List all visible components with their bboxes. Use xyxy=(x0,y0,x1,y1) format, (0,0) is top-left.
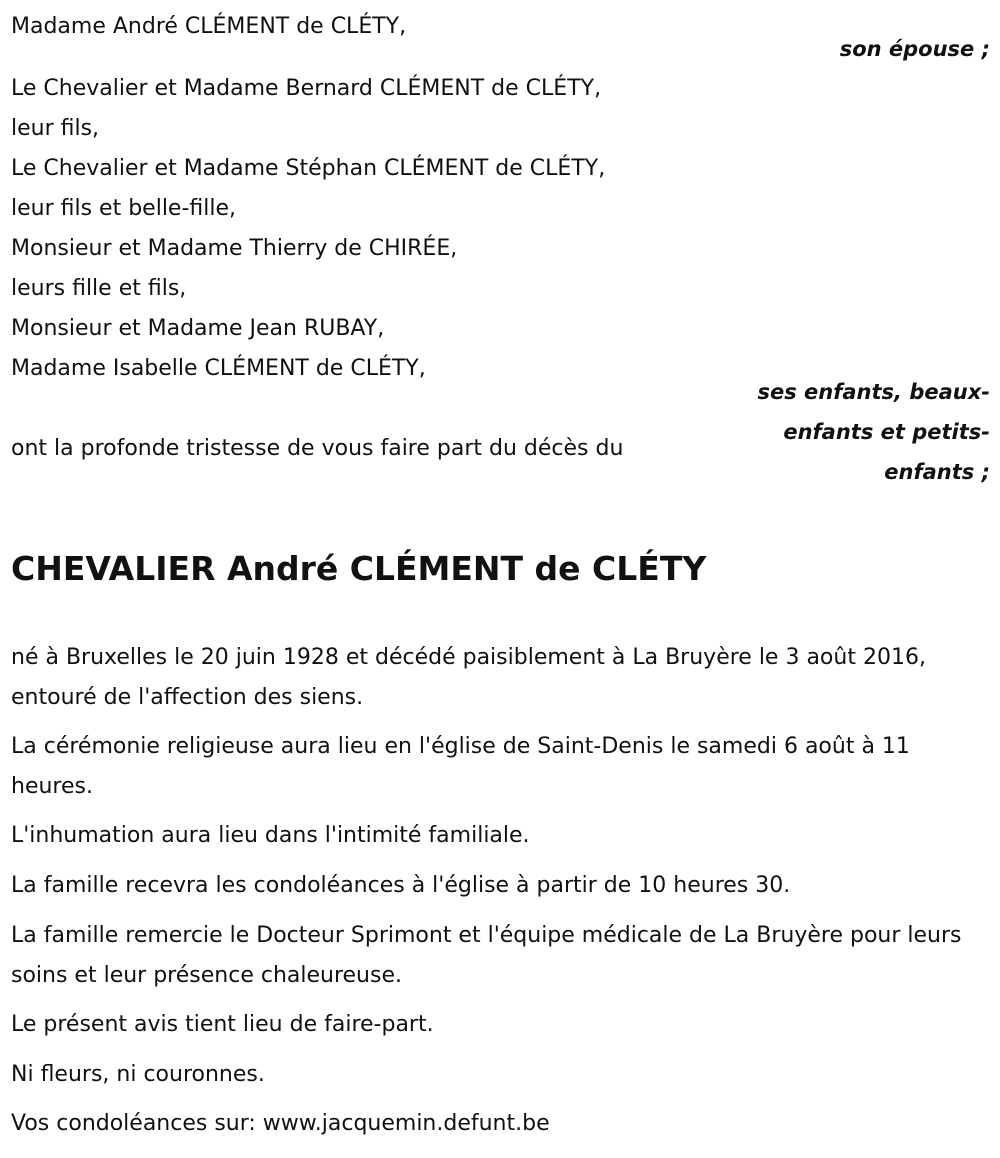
spouse-role: son épouse ; xyxy=(839,37,990,61)
thanks-paragraph: La famille remercie le Docteur Sprimont et l'équipe médicale de La Bruyère pour leurs soins et leur présence chaleureuse. xyxy=(11,923,962,988)
flowers-paragraph: Ni fleurs, ni couronnes. xyxy=(11,1062,265,1087)
deceased-name: CHEVALIER André CLÉMENT de CLÉTY xyxy=(11,549,707,588)
family-member-line: Monsieur et Madame Jean RUBAY, xyxy=(11,316,385,341)
family-relation-line: leurs fille et fils, xyxy=(11,276,187,301)
family-member-line: Le Chevalier et Madame Bernard CLÉMENT de CLÉTY, xyxy=(11,76,602,101)
announcement-text: ont la profonde tristesse de vous faire part du décès du xyxy=(11,436,624,461)
burial-paragraph: L'inhumation aura lieu dans l'intimité familiale. xyxy=(11,823,530,848)
ceremony-paragraph: La cérémonie religieuse aura lieu en l'église de Saint-Denis le samedi 6 août à 11 heures. xyxy=(11,734,910,799)
condolences-website-paragraph: Vos condoléances sur: www.jacquemin.defunt.be xyxy=(11,1111,550,1136)
birth-death-paragraph: né à Bruxelles le 20 juin 1928 et décédé paisiblement à La Bruyère le 3 août 2016, entouré de l'affection des siens. xyxy=(11,645,926,710)
family-member-line: Monsieur et Madame Thierry de CHIRÉE, xyxy=(11,236,458,261)
children-role: ses enfants, beaux-enfants et petits-enfants ; xyxy=(757,380,990,484)
family-member-line: Le Chevalier et Madame Stéphan CLÉMENT de CLÉTY, xyxy=(11,156,606,181)
family-relation-line: leur fils et belle-fille, xyxy=(11,196,237,221)
spouse-name: Madame André CLÉMENT de CLÉTY, xyxy=(11,14,407,39)
notice-paragraph: Le présent avis tient lieu de faire-part. xyxy=(11,1012,434,1037)
family-relation-line: leur fils, xyxy=(11,116,100,141)
condolences-reception-paragraph: La famille recevra les condoléances à l'église à partir de 10 heures 30. xyxy=(11,873,791,898)
family-member-line: Madame Isabelle CLÉMENT de CLÉTY, xyxy=(11,356,426,381)
